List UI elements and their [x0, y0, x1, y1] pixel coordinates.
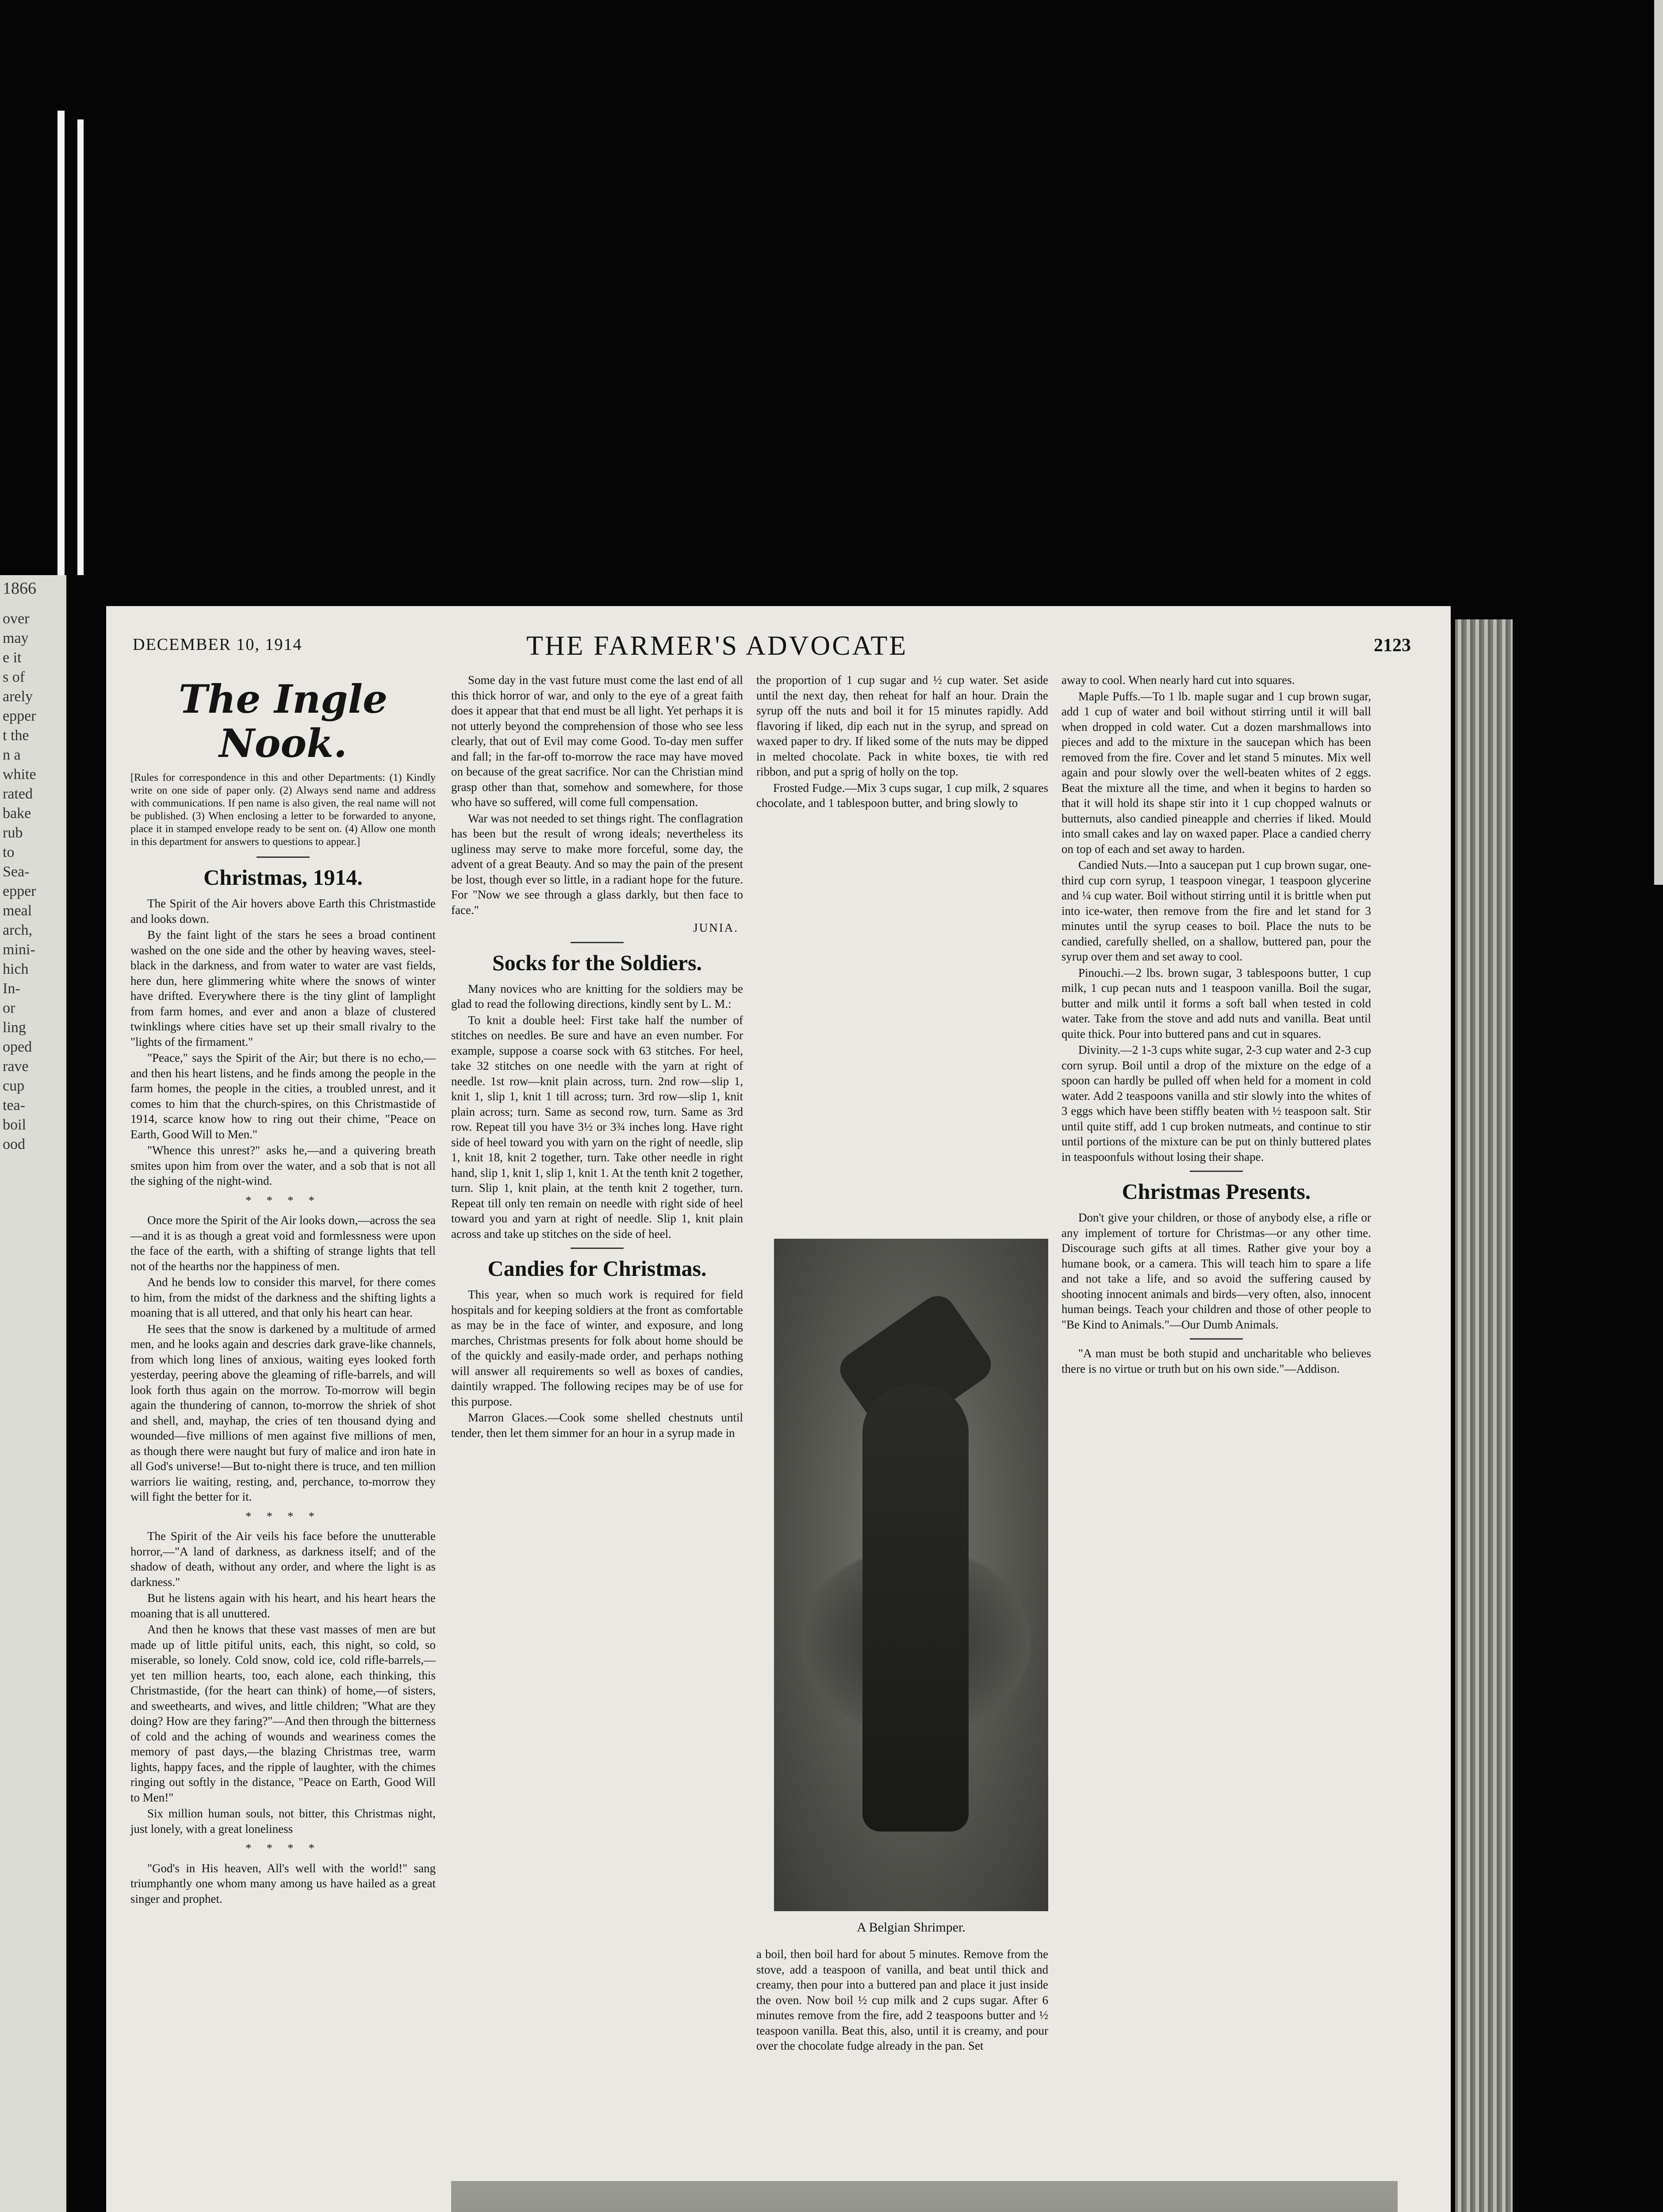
- prev-page-word: Sea-: [3, 864, 30, 880]
- prev-page-word: white: [3, 766, 36, 783]
- prev-page-word: arch,: [3, 922, 33, 938]
- photo-caption-shrimper: A Belgian Shrimper.: [857, 1920, 966, 1935]
- paragraph: "Peace," says the Spirit of the Air; but there is no echo,—and then his heart listens, and he finds among the people in the farm homes, the people in the cities, a troubled unrest, and it comes to him that the church-spires, on this Christmastide of 1914, scarce know how to ring out their chime, "Peace on Earth, Good Will to Men.": [130, 1051, 436, 1141]
- divider: [1190, 1171, 1243, 1172]
- prev-page-folio: 1866: [3, 579, 36, 598]
- prev-page-word: boil: [3, 1117, 26, 1133]
- column-2: [451, 672, 743, 1441]
- section-stars: * * * *: [245, 1842, 321, 1855]
- film-edge-left-1: [57, 111, 65, 575]
- paragraph: "God's in His heaven, All's well with the world!" sang triumphantly one whom many among us have hailed as a great singer and prophet.: [130, 1861, 436, 1905]
- paragraph: Some day in the vast future must come the last end of all this thick horror of war, and only to the eye of a great faith does it appear that that end must be all light. Yet perhaps it is not utterly beyond the comprehension of those who see less clearly, that out of Evil may come Good. To-day men suffer and fall; in the far-off to-morrow the race may have moved on because of the great sacrifice. Nor can the Christian mind grasp other than that, somehow and somewhere, for those who have so suffered, will come full compensation.: [451, 673, 743, 809]
- article-title-candies: Candies for Christmas.: [487, 1256, 707, 1281]
- paragraph: By the faint light of the stars he sees a broad continent washed on the one side and the other by heaving waves, steel-black in the darkness, and from water to water are vast fields, here dun, here glimmering white where the snows of winter have drifted. Everywhere there is the tiny glint of lamplight from farm homes, and ever and anon a blaze of clustered twinklings where cities have set up their small rivalry to the "lights of the firmament.": [130, 928, 436, 1048]
- paragraph: The Spirit of the Air hovers above Earth this Christmastide and looks down.: [130, 897, 436, 926]
- paragraph: But he listens again with his heart, and his heart hears the moaning that is all unuttered.: [130, 1591, 436, 1620]
- paragraph: Marron Glaces.—Cook some shelled chestnuts until tender, then let them simmer for an hour in a syrup made in: [451, 1411, 743, 1440]
- prev-page-word: tea-: [3, 1097, 25, 1114]
- prev-page-word: epper: [3, 708, 36, 724]
- article-body-2: [130, 1213, 436, 1505]
- paragraph: To knit a double heel: First take half the number of stitches on needles. Be sure and have an even number. For example, suppose a coarse sock with 63 stitches. For heel, take 32 stitches on one needle with the yarn at right of needle. 1st row—knit plain across, turn. 2nd row—slip 1, knit 1, slip 1, knit 1 till across; turn. 3rd row—slip 1, knit plain across; turn. Same as second row, turn. Same as 3rd row. Repeat till you have 3½ or 3¾ inches long. Have right side of heel toward you with yarn on the right of needle, slip 1, knit 18, knit 2 together, turn. Take other needle in right hand, slip 1, knit 1, slip 1, knit 1. At the tenth knit 2 together, turn. Slip 1, knit plain, at the tenth knit 2 together, turn. Repeat till only ten remain on needle with right side of heel toward you and yarn at right of needle. Slip 1, knit plain across and take up stitches on the side of heel.: [451, 1013, 743, 1240]
- prev-page-word: rated: [3, 786, 33, 802]
- quotation: "A man must be both stupid and uncharitable who believes there is no virtue or truth but on his own side."—Addison.: [1061, 1347, 1371, 1375]
- prev-page-word: over: [3, 611, 30, 627]
- page-number: 2123: [1374, 635, 1411, 656]
- divider: [571, 1248, 624, 1249]
- divider: [571, 942, 624, 943]
- column-3: [756, 672, 1048, 812]
- photo-beet-fields: [451, 2181, 1398, 2212]
- paragraph: away to cool. When nearly hard cut into squares.: [1061, 673, 1295, 687]
- paragraph: Don't give your children, or those of anybody else, a rifle or any implement of torture for Christmas—or any other time. Discourage such gifts at all times. Rather give your boy a humane book, or a camera. This will teach him to spare a life and not take a life, and so avoid the suffering caused by shooting innocent animals and birds—very often, also, innocent human beings. Teach your children and those of other people to "Be Kind to Animals."—Our Dumb Animals.: [1061, 1211, 1371, 1331]
- prev-page-word: arely: [3, 688, 33, 705]
- prev-page-word: s of: [3, 669, 25, 685]
- paragraph: Divinity.—2 1-3 cups white sugar, 2-3 cup water and 2-3 cup corn syrup. Boil until a drop of the mixture on the edge of a spoon can hardly be pulled off when held for a moment in cold water. Add 2 teaspoons vanilla and stir slowly into the whites of 3 eggs which have been stiffly beaten with ½ teaspoon salt. Stir until quite stiff, add 1 cup broken nutmeats, and continue to stir until portions of the mixture can be put on thinly buttered plates in teaspoonfuls without losing their shape.: [1061, 1043, 1371, 1164]
- paragraph: And then he knows that these vast masses of men are but made up of little pitiful units, each, this night, so cold, so miserable, so lonely. Cold snow, cold ice, cold rifle-barrels,—yet ten million hearts, too, each alone, each thinking, this Christmastide, (for the heart can think) of home,—of sisters, and sweethearts, and wives, and little children; "What are they doing? How are they faring?"—And then through the bitterness of cold and the aching of wounds and weariness comes the memory of past days,—the blazing Christmas tree, warm lights, happy faces, and the ripple of laughter, with the chimes ringing out softly in the distance, "Peace on Earth, Good Will to Men!": [130, 1623, 436, 1804]
- prev-page-word: t the: [3, 727, 29, 744]
- article-title-christmas: Christmas, 1914.: [203, 865, 363, 890]
- paragraph: the proportion of 1 cup sugar and ½ cup water. Set aside until the next day, then reheat for half an hour. Drain the syrup off the nuts and boil it for 15 minutes rapidly. Add flavoring if liked, dip each nut in the syrup, and spread on waxed paper to dry. If liked some of the nuts may be dipped in melted chocolate. Pack in white boxes, tie with red ribbon, and put a sprig of holly on the top.: [756, 673, 1048, 778]
- issue-date: DECEMBER 10, 1914: [133, 635, 303, 654]
- divider: [1190, 1338, 1243, 1340]
- page-header: [106, 630, 1451, 661]
- prev-page-word: to: [3, 844, 15, 860]
- signature: JUNIA.: [693, 921, 739, 934]
- prev-page-word: hich: [3, 961, 29, 977]
- paragraph: Six million human souls, not bitter, this Christmas night, just lonely, with a great loneliness: [130, 1807, 436, 1836]
- paragraph: Maple Puffs.—To 1 lb. maple sugar and 1 cup brown sugar, add 1 cup of water and boil without stirring until it will ball when dropped in cold water. Cut a dozen marshmallows into pieces and add to the mixture in the saucepan which has been removed from the fire. Cover and let stand 5 minutes. Mix well again and pour slowly over the well-beaten whites of 2 eggs. Beat the mixture all the time, and when it begins to harden so that it will hold its shape stir into it 1 cup chopped walnuts or butternuts, also candied pineapple and cherries if liked. Mould into small cakes and lay on waxed paper. Place a candied cherry on top of each and set away to harden.: [1061, 689, 1371, 856]
- film-edge-right: [1654, 0, 1663, 885]
- prev-page-word: mini-: [3, 941, 35, 958]
- column-4: [1061, 672, 1371, 1377]
- article-body-3: [130, 1528, 436, 1836]
- department-rules: [Rules for correspondence in this and other Departments: (1) Kindly write on one side of paper only. (2) Always send name and address with communications. If pen name is also given, the real name will not be published. (3) When enclosing a letter to be forwarded to anyone, place it in stamped envelope ready to be sent on. (4) Allow one month in this department for answers to questions to appear.]: [130, 772, 436, 848]
- paragraph: a boil, then boil hard for about 5 minutes. Remove from the stove, add a teaspoon of vanilla, and beat until thick and creamy, then pour into a buttered pan and place it just inside the oven. Now boil ½ cup milk and 2 cups sugar. After 6 minutes remove from the fire, add 2 teaspoons butter and ½ teaspoon vanilla. Beat this, also, until it is creamy, and pour over the chocolate fudge already in the pan. Set: [756, 1947, 1048, 2052]
- prev-page-word: In-: [3, 980, 20, 997]
- photo-figure-shape: [862, 1385, 969, 1832]
- prev-page-word: bake: [3, 805, 31, 822]
- paragraph: This year, when so much work is required for field hospitals and for keeping soldiers at the front as comfortable as may be in the face of winter, and exposure, and long marches, Christmas presents for folk about home should be of the quickly and easily-made order, and perhaps nothing will answer all requirements so well as boxes of candies, daintily wrapped. The following recipes may be of use for this purpose.: [451, 1288, 743, 1408]
- prev-page-word: n a: [3, 747, 21, 763]
- prev-page-word: epper: [3, 883, 36, 899]
- prev-page-word: may: [3, 630, 29, 646]
- journal-title: THE FARMER'S ADVOCATE: [526, 631, 908, 661]
- paragraph: He sees that the snow is darkened by a multitude of armed men, and he looks again and descries dark grave-like channels, from which long lines of anxious, waiting eyes looked forth yesterday, peering above the gleaming of rifle-barrels, and will look forth thus again on the morrow. To-morrow will begin again the thundering of cannon, to-morrow the shriek of shot and shell, and, mayhap, the cries of ten thousand dying and wounded—five millions of men against five millions of men, as though there were naught but fury of malice and iron hate in all God's universe!—But to-night there is truce, and ten million warriors lie waiting, resting, and, perchance, to-morrow they will fight the better for it.: [130, 1322, 436, 1503]
- article-body-1: [130, 896, 436, 1189]
- paragraph: Once more the Spirit of the Air looks down,—across the sea—and it is as though a great void and formlessness were upon the face of the earth, with a shifting of strange lights that tell not of the hearths nor the happiness of men.: [130, 1214, 436, 1273]
- paragraph: Pinouchi.—2 lbs. brown sugar, 3 tablespoons butter, 1 cup milk, 1 cup pecan nuts and 1 teaspoon vanilla. Boil the sugar, butter and milk until it forms a soft ball when tested in cold water. Take from the stove and add nuts and vanilla. Beat until quite thick. Pour into buttered pans and cut in squares.: [1061, 966, 1371, 1041]
- paragraph: The Spirit of the Air veils his face before the unutterable horror,—"A land of darkness, as darkness itself; and of the shadow of death, without any order, and where the light is as darkness.": [130, 1529, 436, 1589]
- prev-page-word: oped: [3, 1039, 32, 1055]
- paragraph: "Whence this unrest?" asks he,—and a quivering breath smites upon him from over the water, and a sob that is not all the sighing of the night-wind.: [130, 1144, 436, 1187]
- prev-page-word: cup: [3, 1078, 25, 1094]
- paragraph: Candied Nuts.—Into a saucepan put 1 cup brown sugar, one-third cup corn syrup, 1 teaspoon vinegar, 1 teaspoon glycerine and ¼ cup water. Boil without stirring until it is brittle when put into ice-water, then remove from the fire and let stand for 3 minutes until the syrup ceases to boil. Place the nuts to be candied, carefully shelled, on a shallow, buttered pan, pour the syrup over them and set away to cool.: [1061, 858, 1371, 963]
- prev-page-word: ling: [3, 1019, 26, 1036]
- divider: [257, 856, 310, 858]
- prev-page-word: ood: [3, 1136, 25, 1152]
- column-3-continued: [756, 1947, 1048, 2055]
- prev-page-word: rub: [3, 825, 23, 841]
- prev-page-word: or: [3, 1000, 15, 1016]
- paragraph: And he bends low to consider this marvel, for there comes to him, from the midst of the darkness and the shifting lights a moaning that is all uttered, and that only his heart can hear.: [130, 1275, 436, 1319]
- paragraph: Many novices who are knitting for the soldiers may be glad to read the following directions, kindly sent by L. M.:: [451, 982, 743, 1010]
- section-stars: * * * *: [245, 1509, 321, 1523]
- section-stars: * * * *: [245, 1194, 321, 1207]
- prev-page-word: meal: [3, 902, 32, 919]
- prev-page-word: e it: [3, 649, 22, 666]
- newspaper-page: [106, 606, 1451, 2212]
- article-body-4: [130, 1861, 436, 1907]
- prev-page-word: rave: [3, 1058, 29, 1075]
- previous-page-fragment: [0, 575, 66, 2212]
- book-spine: [1455, 619, 1513, 2212]
- column-1: [130, 672, 436, 1907]
- article-title-socks: Socks for the Soldiers.: [492, 950, 702, 975]
- article-title-presents: Christmas Presents.: [1122, 1179, 1311, 1204]
- department-title: The Ingle Nook.: [178, 676, 388, 766]
- paragraph: War was not needed to set things right. The conflagration has been but the result of wrong ideals; nevertheless its ugliness may serve to make more forceful, some day, the advent of a great Beauty. And so may the pain of the present be lost, though ever so little, in a radiant hope for the future. For "Now we see through a glass darkly, but then face to face.": [451, 811, 743, 917]
- film-edge-left-2: [77, 119, 84, 575]
- paragraph: Frosted Fudge.—Mix 3 cups sugar, 1 cup milk, 2 squares chocolate, and 1 tablespoon butter, and bring slowly to: [756, 781, 1048, 810]
- photo-belgian-shrimper: [774, 1239, 1048, 1911]
